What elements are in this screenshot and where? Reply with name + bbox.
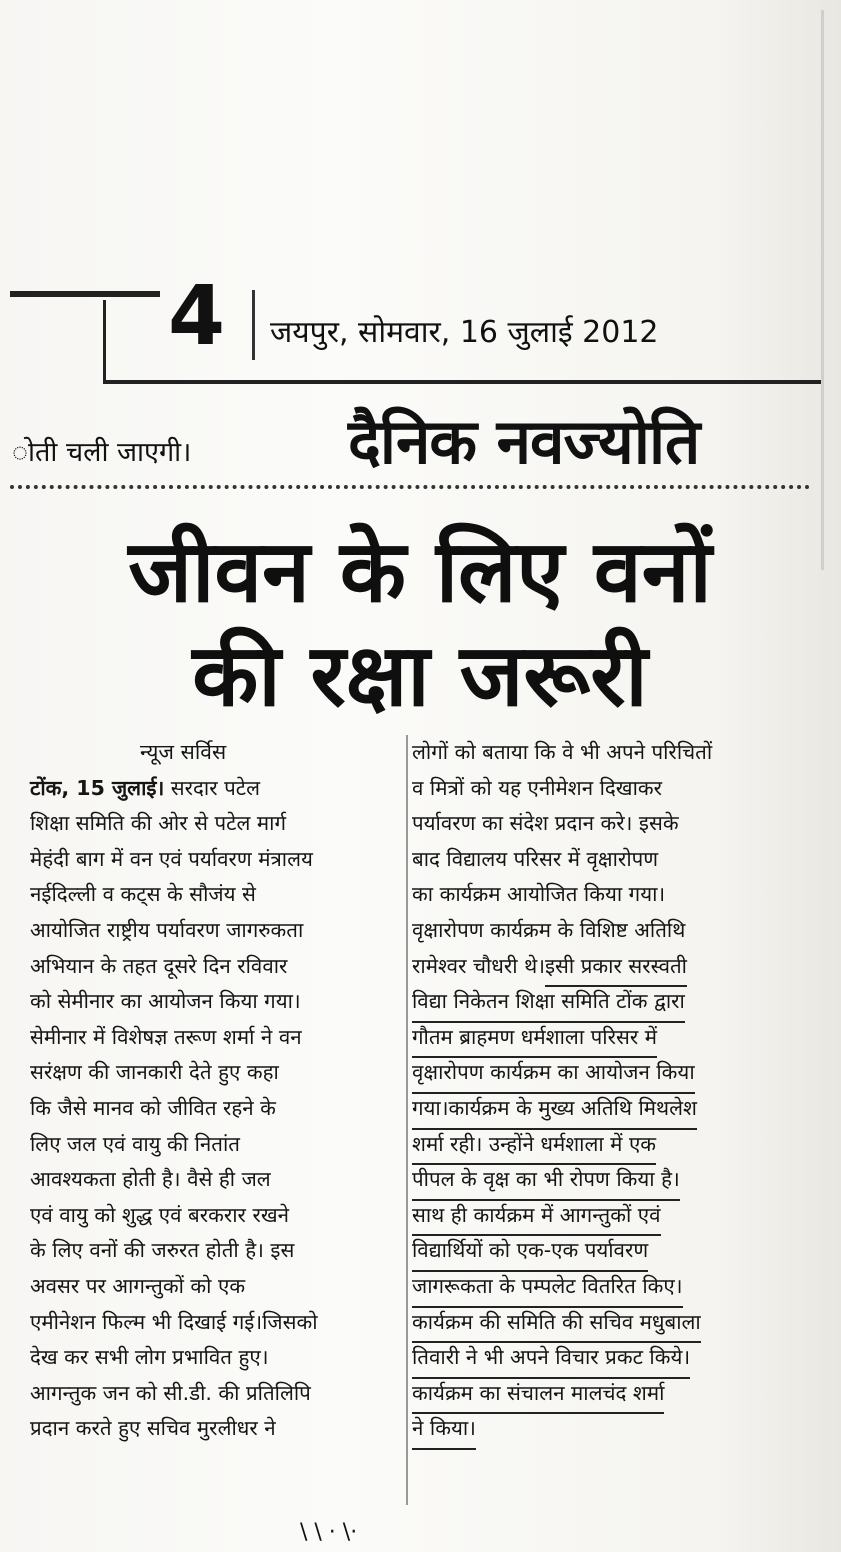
bottom-marks: \ \ · \·	[300, 1520, 358, 1545]
body-line: व मित्रों को यह एनीमेशन दिखाकर	[412, 775, 663, 800]
dateline-place: टोंक, 15 जुलाई।	[30, 775, 165, 800]
page-number: 4	[168, 269, 226, 364]
underlined-text: जागरूकता के पम्पलेट वितरित किए।	[412, 1269, 683, 1308]
body-line: लोगों को बताया कि वे भी अपने परिचितों	[412, 740, 713, 764]
byline: न्यूज सर्विस	[140, 740, 227, 764]
body-line: सेमीनार में विशेषज्ञ तरूण शर्मा ने वन	[30, 1024, 302, 1049]
body-line	[412, 1020, 797, 1056]
underlined-text: विद्या निकेतन शिक्षा समिति टोंक द्वारा	[412, 984, 685, 1023]
body-line	[412, 1127, 797, 1163]
underlined-text: विद्यार्थियों को एक-एक पर्यावरण	[412, 1233, 648, 1272]
body-line: आगन्तुक जन को सी.डी. की प्रतिलिपि	[30, 1380, 311, 1405]
underlined-text: वृक्षारोपण कार्यक्रम का आयोजन किया	[412, 1055, 695, 1094]
underlined-text: कार्यक्रम का संचालन मालचंद शर्मा	[412, 1376, 664, 1415]
underlined-text: ने किया।	[412, 1411, 476, 1450]
body-line	[412, 1091, 797, 1127]
underlined-text: पीपल के वृक्ष का भी रोपण किया है।	[412, 1162, 680, 1201]
left-column	[30, 735, 402, 1447]
body-line: नईदिल्ली व कट्स के सौजंय से	[30, 882, 256, 907]
underlined-text: शर्मा रही। उन्होंने धर्मशाला में एक	[412, 1127, 656, 1166]
body-line	[412, 1269, 797, 1305]
body-line: एवं वायु को शुद्ध एवं बरकरार रखने	[30, 1202, 289, 1227]
body-line: को सेमीनार का आयोजन किया गया।	[30, 989, 301, 1014]
body-line: का कार्यक्रम आयोजित किया गया।	[412, 882, 666, 907]
body-text: रामेश्वर चौधरी थे।	[412, 953, 545, 978]
body-line	[412, 1198, 797, 1234]
body-line	[412, 1055, 797, 1091]
body-line	[412, 1233, 797, 1269]
body-line: के लिए वनों की जरुरत होती है। इस	[30, 1238, 295, 1263]
body-line: सरंक्षण की जानकारी देते हुए कहा	[30, 1060, 279, 1085]
underlined-text: गौतम ब्राहमण धर्मशाला परिसर में	[412, 1020, 657, 1059]
body-line: देख कर सभी लोग प्रभावित हुए।	[30, 1345, 269, 1370]
body-line: पर्यावरण का संदेश प्रदान करे। इसके	[412, 811, 679, 836]
headline-line: की रक्षा जरूरी	[192, 626, 648, 726]
body-line: कि जैसे मानव को जीवित रहने के	[30, 1095, 276, 1120]
dateline: जयपुर, सोमवार, 16 जुलाई 2012	[270, 315, 659, 350]
body-line	[30, 771, 402, 807]
body-line: मेहंदी बाग में वन एवं पर्यावरण मंत्रालय	[30, 846, 313, 871]
headline	[40, 520, 800, 728]
dotted-separator	[10, 485, 810, 489]
underlined-text: कार्यक्रम की समिति की सचिव मधुबाला	[412, 1305, 701, 1344]
body-line: शिक्षा समिति की ओर से पटेल मार्ग	[30, 811, 287, 836]
body-line: बाद विद्यालय परिसर में वृक्षारोपण	[412, 846, 659, 871]
body-line	[412, 1340, 797, 1376]
headline-line: जीवन के लिए वनों	[128, 522, 712, 622]
body-line	[412, 1305, 797, 1341]
body-line	[412, 1411, 797, 1447]
body-line: प्रदान करते हुए सचिव मुरलीधर ने	[30, 1416, 276, 1441]
masthead: दैनिक नवज्योति	[348, 405, 700, 478]
previous-article-tail: ोती चली जाएगी।	[12, 437, 192, 468]
body-line: आयोजित राष्ट्रीय पर्यावरण जागरुकता	[30, 917, 304, 942]
body-line	[412, 949, 797, 985]
body-line: अवसर पर आगन्तुकों को एक	[30, 1273, 246, 1298]
header-vertical-rule	[103, 300, 106, 384]
right-edge-rule	[821, 10, 824, 570]
dateline-divider	[252, 290, 255, 360]
body-line: वृक्षारोपण कार्यक्रम के विशिष्ट अतिथि	[412, 917, 686, 942]
body-text: सरदार पटेल	[164, 775, 260, 800]
underlined-text: तिवारी ने भी अपने विचार प्रकट किये।	[412, 1340, 690, 1379]
body-line: लिए जल एवं वायु की नितांत	[30, 1131, 240, 1156]
underlined-text: गया।कार्यक्रम के मुख्य अतिथि मिथलेश	[412, 1091, 697, 1130]
header-horizontal-rule	[103, 380, 823, 384]
body-line	[412, 1162, 797, 1198]
body-line: एमीनेशन फिल्म भी दिखाई गई।जिसको	[30, 1309, 318, 1334]
body-line	[412, 1376, 797, 1412]
right-column	[412, 735, 797, 1447]
top-rule-left	[10, 291, 160, 297]
underlined-text: साथ ही कार्यक्रम में आगन्तुकों एवं	[412, 1198, 661, 1237]
body-line: आवश्यकता होती है। वैसे ही जल	[30, 1167, 271, 1192]
body-line: अभियान के तहत दूसरे दिन रविवार	[30, 953, 288, 978]
body-line	[412, 984, 797, 1020]
column-divider	[406, 735, 408, 1505]
underlined-text: इसी प्रकार सरस्वती	[545, 949, 687, 988]
